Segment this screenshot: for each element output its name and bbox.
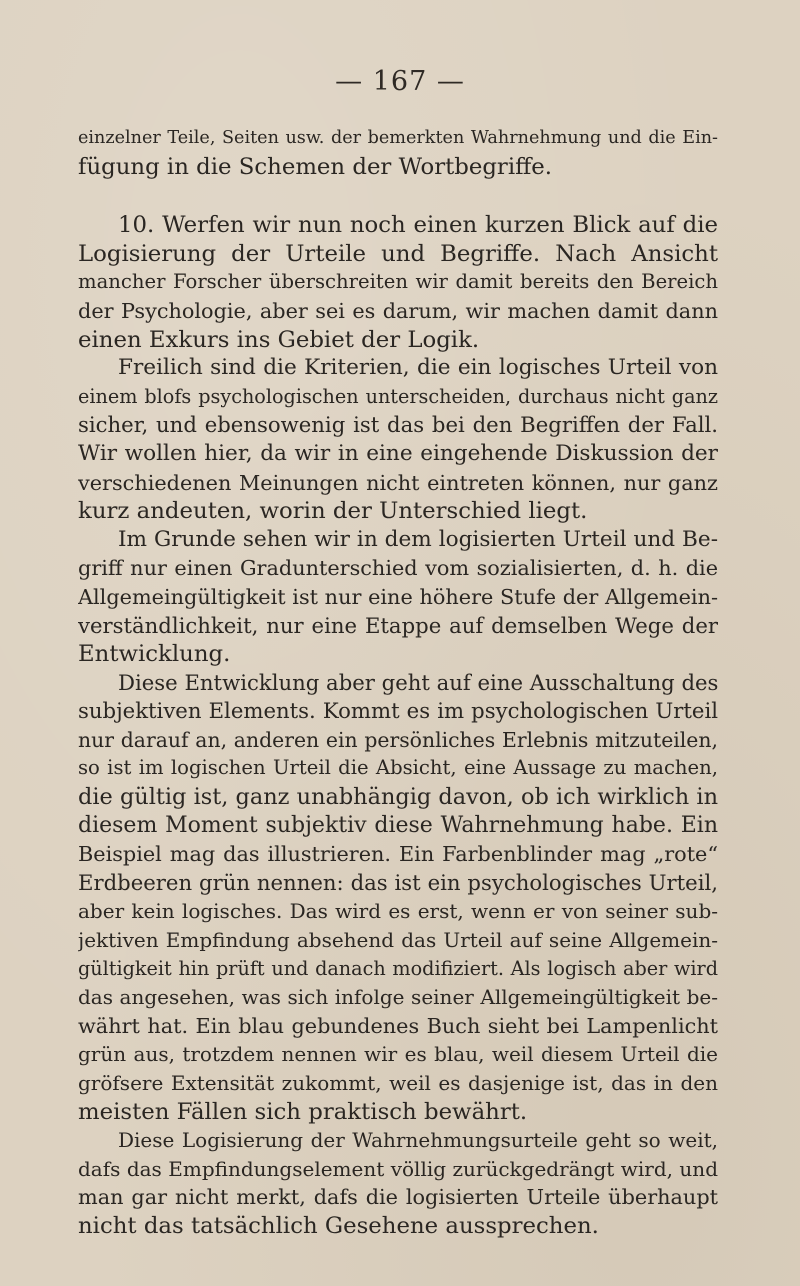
text-line: verständlichkeit, nur eine Etappe auf demselben Wege der xyxy=(78,612,718,638)
text-line: mancher Forscher überschreiten wir damit bereits den Bereich xyxy=(78,270,718,294)
paragraph xyxy=(78,526,718,669)
text-line: subjektiven Elements. Kommt es im psychologischen Urteil xyxy=(78,698,718,724)
text-line: Freilich sind die Kriterien, die ein logisches Urteil von xyxy=(118,355,718,381)
text-line: gültigkeit hin prüft und danach modifiziert. Als logisch aber wird xyxy=(78,956,718,980)
text-line: nur darauf an, anderen ein persönliches Erlebnis mitzuteilen, xyxy=(78,727,718,752)
text-line: aber kein logisches. Das wird es erst, wenn er von seiner sub- xyxy=(78,899,718,924)
text-line: Im Grunde sehen wir in dem logisierten Urteil und Be- xyxy=(118,526,718,552)
paragraph xyxy=(78,1126,718,1240)
paragraph-section-10 xyxy=(78,211,718,354)
text-line: grün aus, trotzdem nennen wir es blau, weil diesem Urteil die xyxy=(78,1042,718,1067)
text-line: Logisierung der Urteile und Begriffe. Nach Ansicht xyxy=(78,240,718,267)
text-line: man gar nicht merkt, dafs die logisierten Urteile überhaupt xyxy=(78,1185,718,1210)
text-line: sicher, und ebensowenig ist das bei den Begriffen der Fall. xyxy=(78,412,718,438)
text-line: 10. Werfen wir nun noch einen kurzen Blick auf die xyxy=(118,212,718,239)
text-line: Erdbeeren grün nennen: das ist ein psychologisches Urteil, xyxy=(78,869,718,895)
text-line: gröfsere Extensität zukommt, weil es dasjenige ist, das in den xyxy=(78,1071,718,1095)
text-line: griff nur einen Gradunterschied vom sozialisierten, d. h. die xyxy=(78,556,718,581)
text-line: kurz andeuten, worin der Unterschied liegt. xyxy=(78,498,588,525)
text-line: die gültig ist, ganz unabhängig davon, ob ich wirklich in xyxy=(78,784,718,811)
text-line: Diese Logisierung der Wahrnehmungsurteile geht so weit, xyxy=(118,1128,718,1153)
text-line: jektiven Empfindung absehend das Urteil auf seine Allgemein- xyxy=(78,928,718,953)
text-line: dafs das Empfindungselement völlig zurückgedrängt wird, und xyxy=(78,1156,718,1181)
text-line: nicht das tatsächlich Gesehene aussprechen. xyxy=(78,1212,599,1239)
text-line: so ist im logischen Urteil die Absicht, eine Aussage zu machen, xyxy=(78,756,718,780)
text-line: währt hat. Ein blau gebundenes Buch sieht bei Lampenlicht xyxy=(78,1013,718,1038)
text-line: Allgemeingültigkeit ist nur eine höhere Stufe der Allgemein- xyxy=(78,584,718,609)
text-line: Entwicklung. xyxy=(78,641,231,668)
text-line: meisten Fällen sich praktisch bewährt. xyxy=(78,1098,528,1125)
paragraph xyxy=(78,354,718,526)
text-line: Wir wollen hier, da wir in eine eingehende Diskussion der xyxy=(78,440,718,466)
section-gap xyxy=(78,181,718,211)
text-line: Beispiel mag das illustrieren. Ein Farbenblinder mag „rote“ xyxy=(78,842,718,867)
text-line: einzelner Teile, Seiten usw. der bemerkten Wahrnehmung und die Ein- xyxy=(78,128,718,148)
text-line: fügung in die Schemen der Wortbegriffe. xyxy=(78,153,553,180)
text-line: einen Exkurs ins Gebiet der Logik. xyxy=(78,326,480,353)
paragraph xyxy=(78,669,718,1127)
text-line: das angesehen, was sich infolge seiner Allgemeingültigkeit be- xyxy=(78,985,718,1010)
page-number: — 167 — xyxy=(335,66,465,97)
paragraph-continuation xyxy=(78,124,718,181)
text-line: Diese Entwicklung aber geht auf eine Ausschaltung des xyxy=(118,669,718,695)
text-line: einem blofs psychologischen unterscheiden, durchaus nicht ganz xyxy=(78,384,718,408)
text-line: verschiedenen Meinungen nicht eintreten können, nur ganz xyxy=(78,470,718,495)
text-line: der Psychologie, aber sei es darum, wir machen damit dann xyxy=(78,298,718,323)
text-line: diesem Moment subjektiv diese Wahrnehmung habe. Ein xyxy=(78,812,718,838)
body-text xyxy=(78,124,718,1241)
